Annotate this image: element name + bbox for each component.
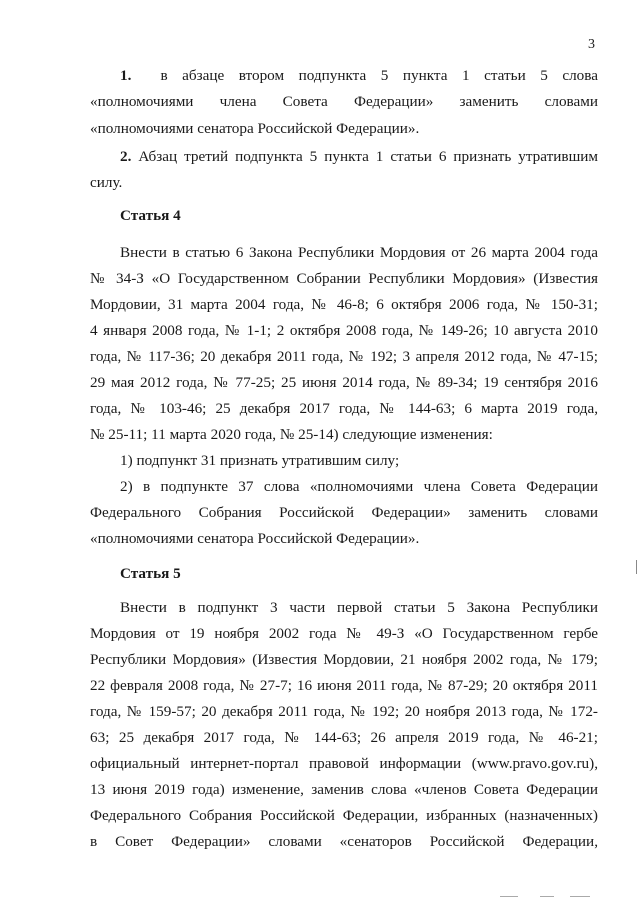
article-4-line-4: 4 января 2008 года, № 1-1; 2 октября 2008 года, № 149-26; 10 августа 2010 [90, 322, 598, 339]
article-5-line-7: официальный интернет-портал правовой информации (www.pravo.gov.ru), [90, 755, 598, 772]
paragraph-2-line-2: силу. [90, 174, 123, 191]
scan-edge-mark [636, 560, 637, 574]
article-5-heading: Статья 5 [120, 565, 181, 582]
article-5-line-6: 63; 25 декабря 2017 года, № 144-63; 26 апреля 2019 года, № 46-21; [90, 729, 598, 746]
article-4-line-3: Мордовии, 31 марта 2004 года, № 46-8; 6 октября 2006 года, № 150-31; [90, 296, 598, 313]
article-4-line-7: года, № 103-46; 25 декабря 2017 года, № 144-63; 6 марта 2019 года, [90, 400, 598, 417]
article-4-item-2-line-2: Федерального Собрания Российской Федерации» заменить словами [90, 504, 598, 521]
paragraph-2-line-1-text: Абзац третий подпункта 5 пункта 1 статьи 6 признать утратившим [138, 148, 598, 165]
article-5-line-9: Федерального Собрания Российской Федерации, избранных (назначенных) [90, 807, 598, 824]
item-number-2: 2. [120, 148, 132, 165]
article-4-item-2-line-3: «полномочиями сенатора Российской Федерации». [90, 530, 420, 547]
paragraph-2-line-1 [120, 144, 598, 171]
article-4-line-8: № 25-11; 11 марта 2020 года, № 25-14) следующие изменения: [90, 426, 493, 443]
article-5-line-1: Внести в подпункт 3 части первой статьи 5 Закона Республики [120, 599, 598, 616]
paragraph-1-line-2: «полномочиями члена Совета Федерации» заменить словами [90, 93, 598, 110]
article-4-line-2: № 34-З «О Государственном Собрании Республики Мордовия» (Известия [90, 270, 598, 287]
article-5-line-3: Республики Мордовия» (Известия Мордовии, 21 ноября 2002 года, № 179; [90, 651, 598, 668]
paragraph-1-line-3: «полномочиями сенатора Российской Федерации». [90, 120, 420, 137]
article-4-item-2-line-1: 2) в подпункте 37 слова «полномочиями члена Совета Федерации [120, 478, 598, 495]
article-5-line-8: 13 июня 2019 года) изменение, заменив слова «членов Совета Федерации [90, 781, 598, 798]
article-4-line-6: 29 мая 2012 года, № 77-25; 25 июня 2014 года, № 89-34; 19 сентября 2016 [90, 374, 598, 391]
article-4-line-5: года, № 117-36; 20 декабря 2011 года, № 192; 3 апреля 2012 года, № 47-15; [90, 348, 598, 365]
article-5-line-10: в Совет Федерации» словами «сенаторов Российской Федерации, [90, 833, 598, 850]
scan-bottom-mark [570, 896, 590, 897]
article-4-item-1: 1) подпункт 31 признать утратившим силу; [120, 452, 400, 469]
article-4-heading: Статья 4 [120, 207, 181, 224]
paragraph-1-line-1-text: в абзаце втором подпункта 5 пункта 1 статьи 5 слова [160, 67, 598, 84]
scan-bottom-mark [540, 896, 554, 897]
article-4-line-1: Внести в статью 6 Закона Республики Мордовия от 26 марта 2004 года [120, 244, 598, 261]
scan-bottom-mark [500, 896, 518, 897]
article-5-line-5: года, № 159-57; 20 декабря 2011 года, № 192; 20 ноября 2013 года, № 172- [90, 703, 598, 720]
paragraph-1-line-1 [120, 63, 598, 90]
item-number-1: 1. [120, 67, 132, 84]
article-5-line-4: 22 февраля 2008 года, № 27-7; 16 июня 2011 года, № 87-29; 20 октября 2011 [90, 677, 598, 694]
article-5-line-2: Мордовия от 19 ноября 2002 года № 49-З «О Государственном гербе [90, 625, 598, 642]
page-number: 3 [588, 37, 595, 52]
